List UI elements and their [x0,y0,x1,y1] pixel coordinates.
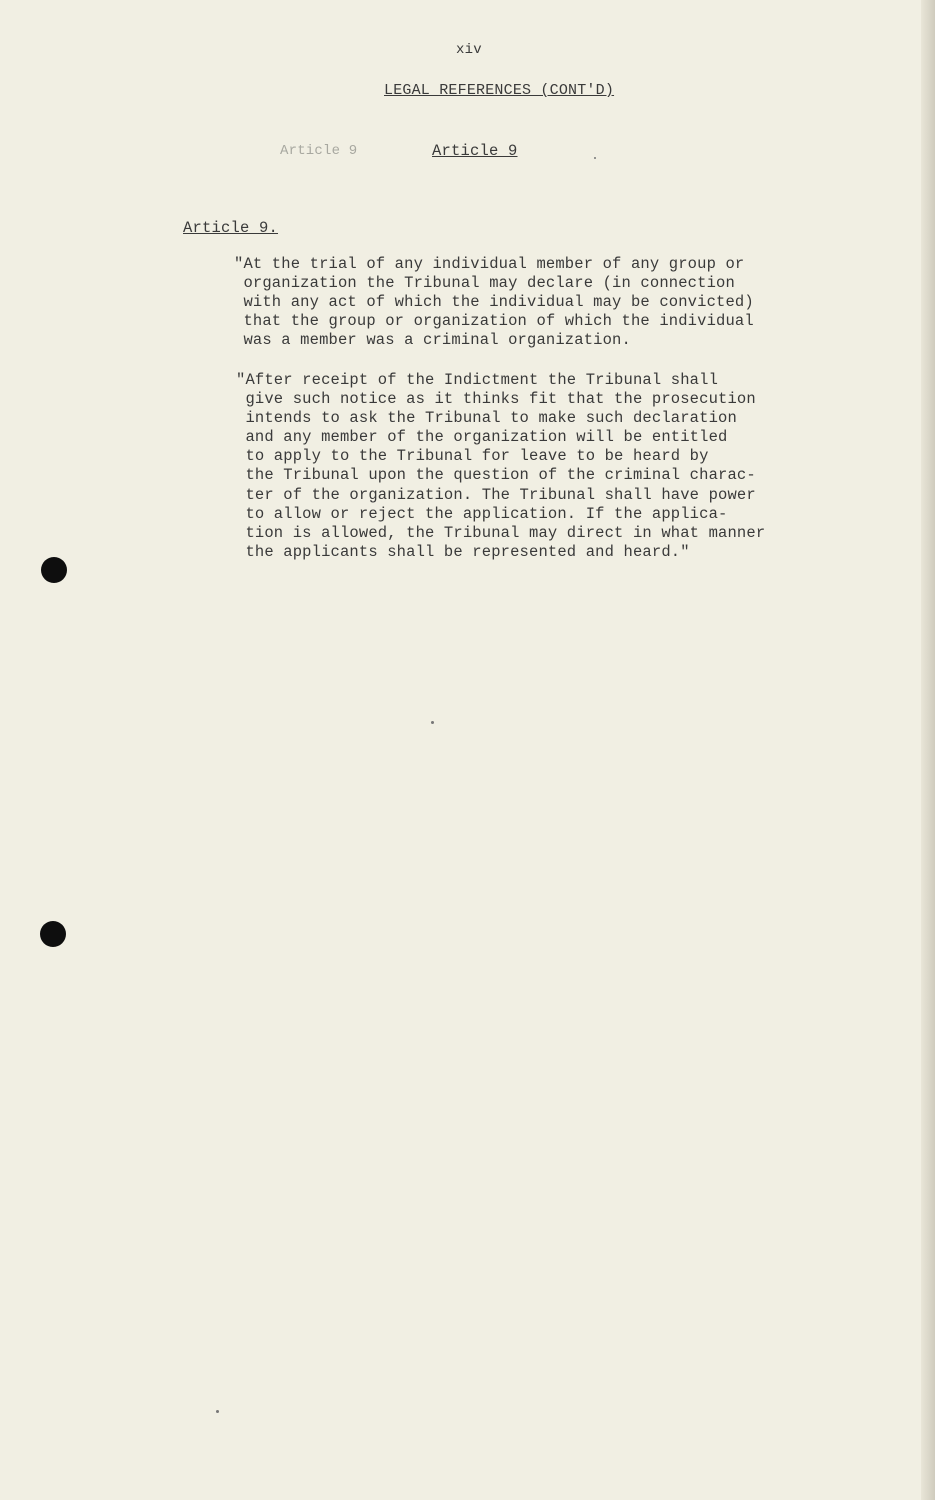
header-subtitle: Article 9 [432,142,518,160]
text-line: to allow or reject the application. If the applica- [236,504,728,523]
text-line: that the group or organization of which the individual [234,312,754,331]
punch-hole [40,921,66,947]
faded-article-label: Article 9 [280,143,358,159]
text-line: intends to ask the Tribunal to make such declaration [236,409,737,428]
text-line: tion is allowed, the Tribunal may direct in what manner [236,523,766,542]
section-heading: Article 9. [183,219,279,237]
paper-speck [594,157,596,159]
paper-speck [216,1410,219,1413]
text-line: and any member of the organization will be entitled [236,428,728,447]
text-line: was a member was a criminal organization. [234,331,631,350]
page-number: xiv [456,42,482,58]
header-title: LEGAL REFERENCES (CONT'D) [384,82,615,99]
text-line: ter of the organization. The Tribunal shall have power [236,485,756,504]
text-line: with any act of which the individual may be convicted) [234,293,754,312]
text-line: the Tribunal upon the question of the criminal charac- [236,466,756,485]
text-line: to apply to the Tribunal for leave to be heard by [236,447,709,466]
text-line: the applicants shall be represented and heard." [236,542,690,561]
text-line: "At the trial of any individual member of any group or [234,255,745,273]
punch-hole [41,557,67,583]
text-line: "After receipt of the Indictment the Tribunal shall [236,371,719,389]
paper-speck [431,721,434,724]
text-line: give such notice as it thinks fit that the prosecution [236,390,756,409]
paragraph-1 [234,255,754,350]
page-edge [921,0,935,1500]
text-line: organization the Tribunal may declare (in connection [234,274,735,293]
paragraph-2 [236,371,765,562]
